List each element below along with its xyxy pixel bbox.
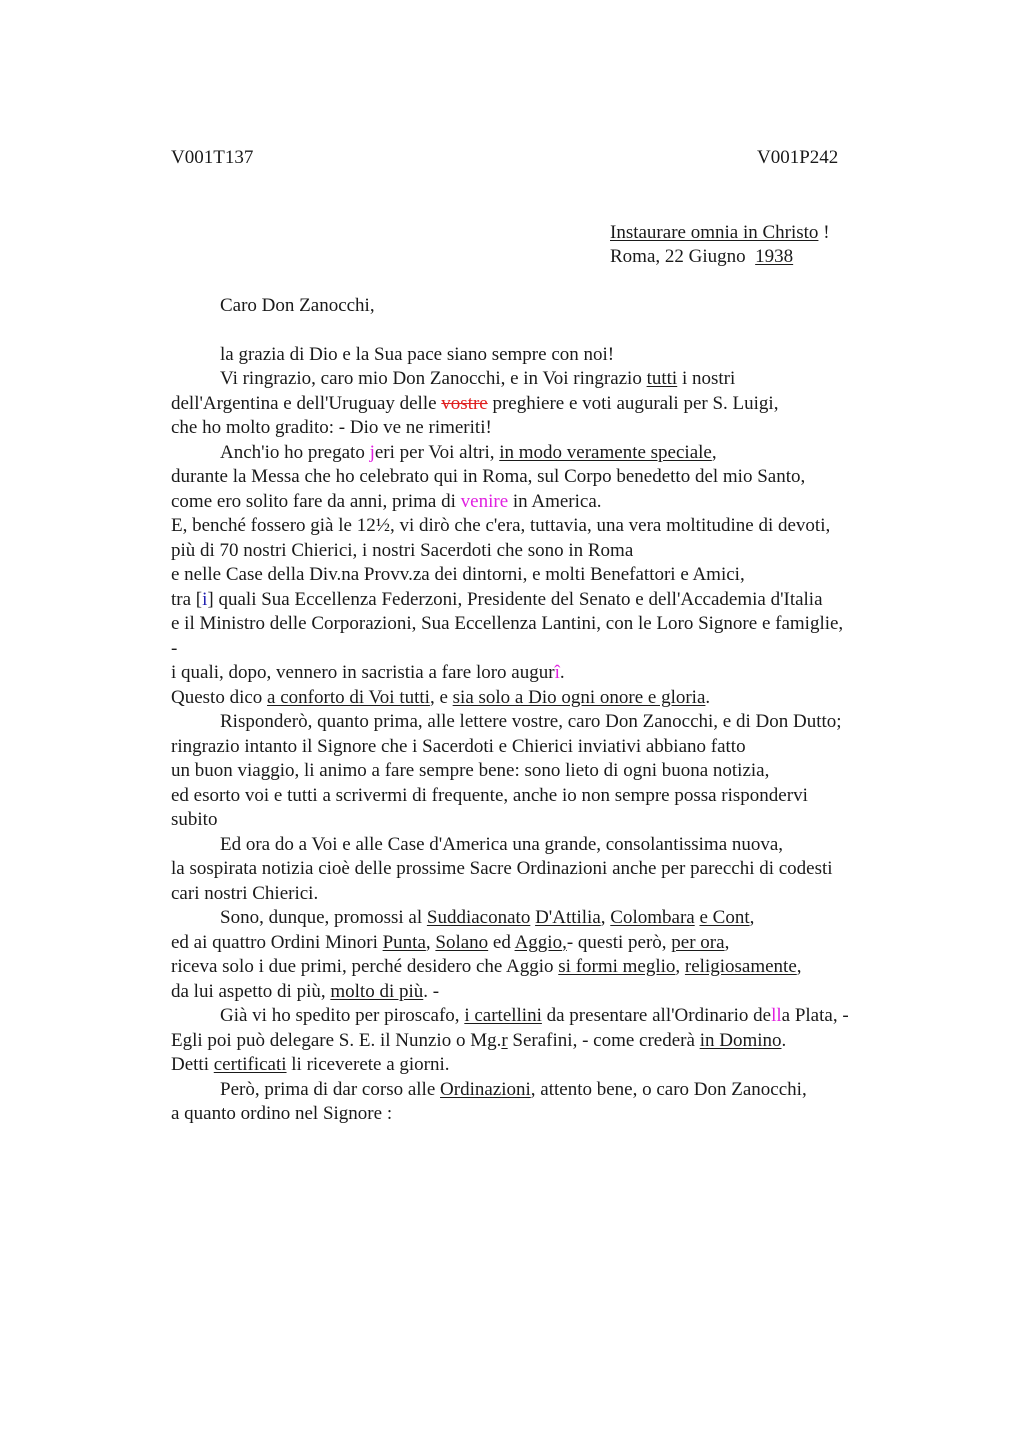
underlined-text: Punta	[382, 932, 426, 953]
letter-line: la sospirata notizia cioè delle prossime Sacre Ordinazioni anche per parecchi di codesti	[171, 858, 833, 879]
text-run: .	[781, 1030, 787, 1051]
text-run: Sono, dunque, promossi al	[220, 907, 427, 928]
dateline	[610, 245, 793, 270]
underlined-text: in Domino	[699, 1030, 782, 1051]
text-run: i quali, dopo, vennero in sacristia a fare loro augur	[171, 662, 555, 683]
letter-line: Ed ora do a Voi e alle Case d'America una grande, consolantissima nuova,	[220, 834, 784, 855]
letter-line: ringrazio intanto il Signore che i Sacerdoti e Chierici inviativi abbiano fatto	[171, 736, 746, 757]
underlined-text: Aggio	[514, 932, 563, 953]
text-run: Anch'io ho pregato	[220, 442, 370, 463]
text-run: .	[705, 687, 711, 708]
text-run: ,	[796, 956, 802, 977]
letter-line: a quanto ordino nel Signore :	[171, 1103, 393, 1124]
text-run: ] quali Sua Eccellenza Federzoni, Presidente del Senato e dell'Accademia d'Italia	[207, 589, 823, 610]
dateline-place-date: Roma, 22 Giugno	[610, 246, 756, 267]
text-run: Egli poi può delegare S. E. il Nunzio o Mg.	[171, 1030, 502, 1051]
dateline-year: 1938	[755, 246, 794, 267]
text-run: ,	[600, 907, 611, 928]
motto-text: Instaurare omnia in Christo	[610, 222, 819, 243]
highlighted-text: j	[369, 442, 375, 463]
text-run: ed ai quattro Ordini Minori	[171, 932, 383, 953]
document-code-right: V001P242	[757, 147, 839, 168]
salutation: Caro Don Zanocchi,	[220, 295, 375, 316]
text-run: da lui aspetto di più,	[171, 981, 331, 1002]
letter-line	[220, 367, 735, 392]
underlined-text: molto di più	[330, 981, 424, 1002]
motto	[610, 221, 830, 246]
underlined-text: Suddiaconato	[426, 907, 531, 928]
underlined-text: a conforto di Voi tutti	[267, 687, 430, 708]
letter-line: -	[171, 638, 178, 659]
text-run: .	[559, 662, 565, 683]
highlighted-text: î	[554, 662, 560, 683]
motto-tail: !	[818, 222, 830, 243]
underlined-text: Solano	[435, 932, 489, 953]
underlined-text: per ora	[671, 932, 725, 953]
underlined-text: e Cont	[699, 907, 750, 928]
letter-line: durante la Messa che ho celebrato qui in Roma, sul Corpo benedetto del mio Santo,	[171, 466, 806, 487]
letter-line: e il Ministro delle Corporazioni, Sua Eccellenza Lantini, con le Loro Signore e famiglie,	[171, 613, 844, 634]
underlined-text: Ordinazioni	[440, 1079, 531, 1100]
text-run: - questi però,	[566, 932, 672, 953]
letter-line: ed esorto voi e tutti a scrivermi di frequente, anche io non sempre possa rispondervi	[171, 785, 808, 806]
underlined-text: ,	[562, 932, 567, 953]
letter-line: più di 70 nostri Chierici, i nostri Sacerdoti che sono in Roma	[171, 540, 634, 561]
underlined-text: sia solo a Dio ogni onore e gloria	[452, 687, 706, 708]
underlined-text: in modo veramente speciale	[499, 442, 712, 463]
letter-line	[220, 441, 717, 466]
letter-line: e nelle Case della Div.na Provv.za dei dintorni, e molti Benefattori e Amici,	[171, 564, 745, 585]
text-run: preghiere e voti augurali per S. Luigi,	[487, 393, 779, 414]
text-run: Già vi ho spedito per piroscafo,	[220, 1005, 465, 1026]
letter-line	[171, 955, 802, 980]
text-run: Serafini, - come crederà	[507, 1030, 700, 1051]
letter-line	[220, 1004, 849, 1029]
letter-line: Risponderò, quanto prima, alle lettere vostre, caro Don Zanocchi, e di Don Dutto;	[220, 711, 842, 732]
text-run: ed	[488, 932, 515, 953]
letter-line	[171, 931, 729, 956]
highlighted-text: ll	[771, 1005, 782, 1026]
text-run: , attento bene, o caro Don Zanocchi,	[530, 1079, 807, 1100]
letter-line	[171, 392, 778, 417]
text-run: Però, prima di dar corso alle	[220, 1079, 441, 1100]
text-run: a Plata, -	[781, 1005, 849, 1026]
letter-line: che ho molto gradito: - Dio ve ne rimeriti!	[171, 417, 492, 438]
text-run: i nostri	[677, 368, 736, 389]
letter-line	[171, 661, 565, 686]
text-run: ,	[675, 956, 685, 977]
letter-line: cari nostri Chierici.	[171, 883, 319, 904]
underlined-text: certificati	[213, 1054, 287, 1075]
struck-text: vostre	[441, 393, 488, 414]
letter-line	[220, 906, 754, 931]
text-run: ,	[724, 932, 730, 953]
text-run: Detti	[171, 1054, 214, 1075]
underlined-text: D'Attilia	[535, 907, 601, 928]
letter-line: subito	[171, 809, 218, 830]
underlined-text: si formi meglio	[558, 956, 676, 977]
text-run: Questo dico	[171, 687, 268, 708]
text-run: ,	[711, 442, 717, 463]
letter-line	[171, 980, 439, 1005]
letter-line	[220, 1078, 807, 1103]
text-run: tra [	[171, 589, 203, 610]
letter-line	[171, 1029, 786, 1054]
underlined-text: r	[501, 1030, 508, 1051]
underlined-text: tutti	[646, 368, 678, 389]
underlined-text: Colombara	[610, 907, 695, 928]
text-run: Vi ringrazio, caro mio Don Zanocchi, e in Voi ringrazio	[220, 368, 647, 389]
letter-line	[171, 490, 602, 515]
text-run: ,	[749, 907, 755, 928]
letter-line	[171, 1053, 450, 1078]
letter-line: E, benché fossero già le 12½, vi dirò che c'era, tuttavia, una vera moltitudine di devoti,	[171, 515, 831, 536]
letter-line	[171, 588, 823, 613]
text-run: , e	[429, 687, 453, 708]
text-run: da presentare all'Ordinario de	[541, 1005, 772, 1026]
underlined-text: i cartellini	[464, 1005, 542, 1026]
text-run: in America.	[508, 491, 602, 512]
text-run: ,	[425, 932, 436, 953]
text-run: dell'Argentina e dell'Uruguay delle	[171, 393, 442, 414]
text-run: come ero solito fare da anni, prima di	[171, 491, 461, 512]
highlighted-text: i	[202, 589, 208, 610]
letter-line	[171, 686, 710, 711]
document-code-left: V001T137	[171, 147, 254, 168]
highlighted-text: venire	[460, 491, 509, 512]
letter-line: la grazia di Dio e la Sua pace siano sempre con noi!	[220, 344, 615, 365]
text-run: . -	[423, 981, 440, 1002]
underlined-text: religiosamente	[684, 956, 797, 977]
text-run: eri per Voi altri,	[374, 442, 500, 463]
letter-line: un buon viaggio, li animo a fare sempre bene: sono lieto di ogni buona notizia,	[171, 760, 770, 781]
text-run: li riceverete a giorni.	[286, 1054, 450, 1075]
text-run: riceva solo i due primi, perché desidero che Aggio	[171, 956, 559, 977]
